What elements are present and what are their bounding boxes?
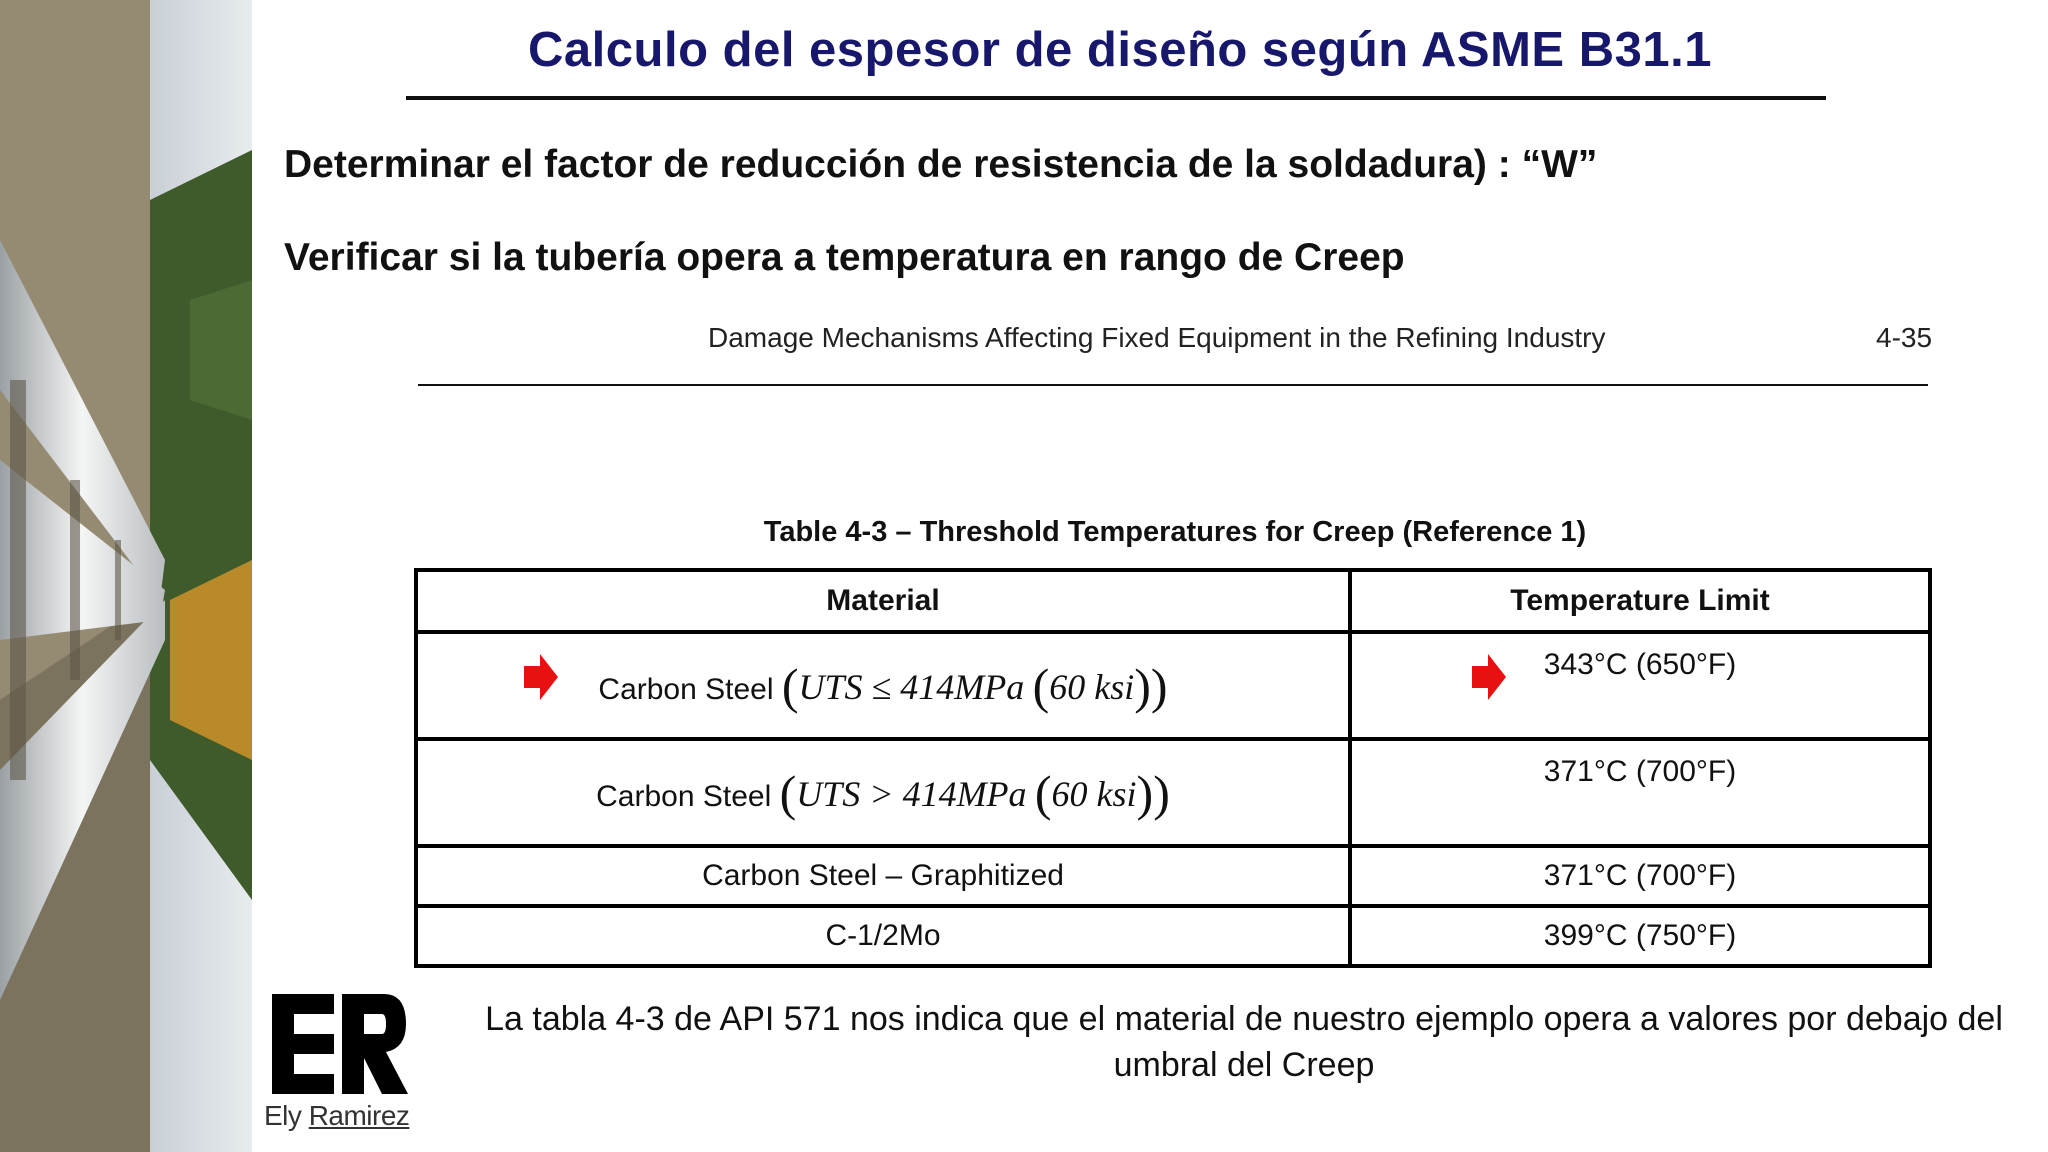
ksi-value: 60 ksi bbox=[1051, 773, 1137, 814]
material-cell: Carbon Steel – Graphitized bbox=[416, 846, 1350, 906]
temperature-cell bbox=[1350, 632, 1930, 739]
document-header-rule bbox=[418, 384, 1928, 386]
table-row bbox=[416, 739, 1930, 846]
paren-close: )) bbox=[1136, 764, 1170, 821]
document-header-title: Damage Mechanisms Affecting Fixed Equipment in the Refining Industry bbox=[708, 322, 1606, 353]
instruction-creep-check: Verificar si la tubería opera a temperatura en rango de Creep bbox=[284, 236, 1405, 279]
table-header-row bbox=[416, 570, 1930, 632]
temperature-value: 343°C (650°F) bbox=[1543, 648, 1737, 681]
document-page-number: 4-35 bbox=[1876, 322, 1933, 353]
brand-last-name: Ramirez bbox=[308, 1100, 410, 1131]
header-material: Material bbox=[416, 570, 1350, 632]
table-row bbox=[416, 906, 1930, 966]
brand-name bbox=[264, 1100, 409, 1132]
uts-condition: UTS ≤ 414MPa bbox=[798, 666, 1025, 707]
pipeline-photo bbox=[0, 0, 252, 1152]
instruction-weld-factor: Determinar el factor de reducción de resistencia de la soldadura) : “W” bbox=[284, 143, 1598, 186]
table-caption: Table 4-3 – Threshold Temperatures for Creep (Reference 1) bbox=[763, 516, 1587, 548]
paren-close: )) bbox=[1134, 657, 1168, 714]
page-title: Calculo del espesor de diseño según ASME B31.1 bbox=[528, 23, 1712, 77]
er-monogram-icon bbox=[272, 990, 408, 1098]
paren-open: ( bbox=[1034, 764, 1052, 821]
material-cell bbox=[416, 739, 1350, 846]
red-arrow-icon bbox=[1472, 654, 1506, 700]
material-cell: C-1/2Mo bbox=[416, 906, 1350, 966]
temperature-cell: 399°C (750°F) bbox=[1350, 906, 1930, 966]
ksi-value: 60 ksi bbox=[1049, 666, 1135, 707]
material-name: Carbon Steel bbox=[598, 672, 774, 706]
temperature-cell: 371°C (700°F) bbox=[1350, 846, 1930, 906]
material-cell bbox=[416, 632, 1350, 739]
paren-open: ( bbox=[1032, 657, 1050, 714]
temperature-value: 371°C (700°F) bbox=[1543, 755, 1737, 788]
title-underline bbox=[406, 96, 1826, 100]
header-temperature-limit: Temperature Limit bbox=[1350, 570, 1930, 632]
material-name: Carbon Steel bbox=[596, 779, 772, 813]
paren-open: ( bbox=[781, 657, 799, 714]
uts-condition: UTS > 414MPa bbox=[796, 773, 1027, 814]
conclusion-note: La tabla 4-3 de API 571 nos indica que el material de nuestro ejemplo opera a valores por debajo del umbral del Creep bbox=[485, 1000, 2003, 1084]
paren-open: ( bbox=[779, 764, 797, 821]
creep-threshold-table bbox=[414, 568, 1932, 968]
red-arrow-icon bbox=[524, 654, 558, 700]
brand-first-name: Ely bbox=[264, 1100, 302, 1131]
temperature-cell bbox=[1350, 739, 1930, 846]
table-row bbox=[416, 632, 1930, 739]
table-row bbox=[416, 846, 1930, 906]
